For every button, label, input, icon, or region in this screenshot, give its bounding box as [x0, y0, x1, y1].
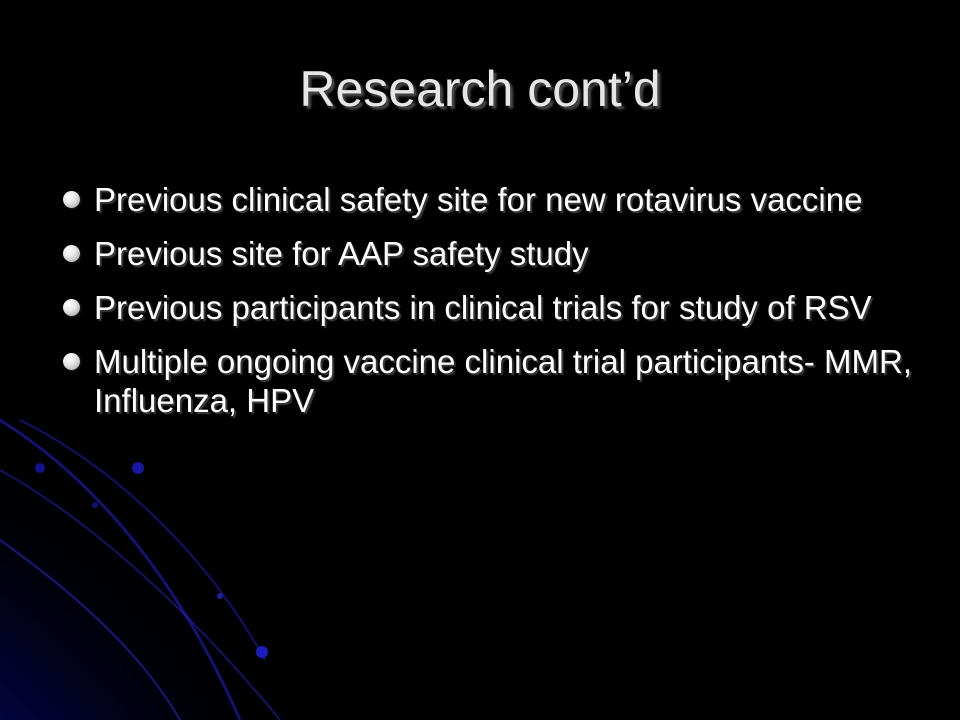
bullet-dot-icon	[63, 353, 80, 370]
slide-title: Research cont’d	[299, 61, 661, 117]
list-item	[58, 342, 918, 420]
list-item	[58, 234, 918, 273]
bullet-list	[58, 180, 918, 435]
list-item	[58, 288, 918, 327]
bullet-dot-icon	[63, 191, 80, 208]
bullet-text: Previous clinical safety site for new rotavirus vaccine	[94, 181, 863, 218]
bullet-dot-icon	[63, 245, 80, 262]
bullet-dot-icon	[63, 299, 80, 316]
bullet-text: Previous site for AAP safety study	[94, 235, 589, 272]
bullet-text: Previous participants in clinical trials for study of RSV	[94, 289, 872, 326]
bullet-text: Multiple ongoing vaccine clinical trial participants- MMR, Influenza, HPV	[94, 343, 912, 419]
list-item	[58, 180, 918, 219]
